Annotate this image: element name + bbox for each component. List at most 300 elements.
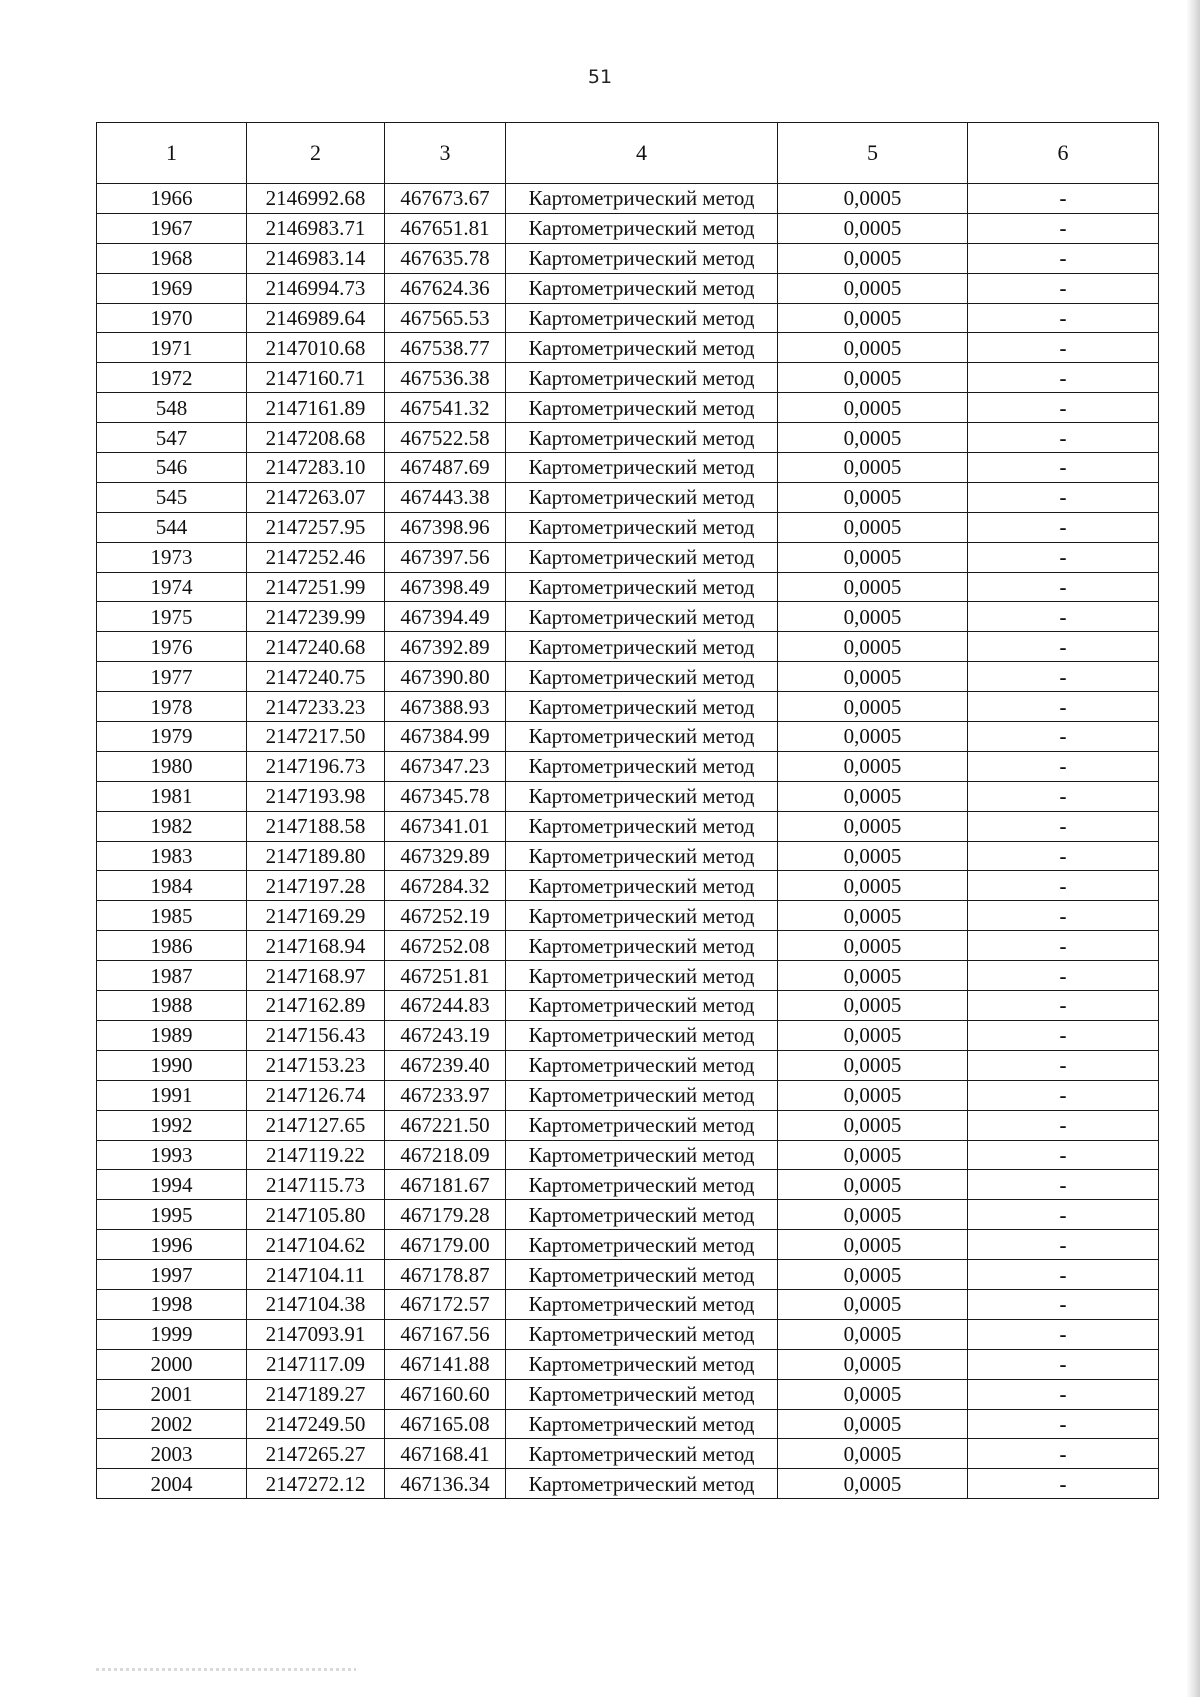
point-number-cell: 1980 [97,751,247,781]
method-cell: Картометрический метод [506,333,778,363]
x-coordinate-cell: 2147188.58 [247,811,385,841]
note-cell: - [968,931,1159,961]
table-row [97,751,1159,781]
accuracy-cell: 0,0005 [778,871,968,901]
note-cell: - [968,1140,1159,1170]
note-cell: - [968,184,1159,214]
point-number-cell: 1988 [97,991,247,1021]
note-cell: - [968,363,1159,393]
note-cell: - [968,1409,1159,1439]
accuracy-cell: 0,0005 [778,1409,968,1439]
y-coordinate-cell: 467624.36 [385,273,506,303]
table-row [97,243,1159,273]
table-row [97,662,1159,692]
method-cell: Картометрический метод [506,273,778,303]
table-row [97,781,1159,811]
accuracy-cell: 0,0005 [778,602,968,632]
point-number-cell: 1982 [97,811,247,841]
accuracy-cell: 0,0005 [778,1379,968,1409]
y-coordinate-cell: 467487.69 [385,453,506,483]
note-cell: - [968,1319,1159,1349]
method-cell: Картометрический метод [506,931,778,961]
method-cell: Картометрический метод [506,991,778,1021]
point-number-cell: 1972 [97,363,247,393]
x-coordinate-cell: 2147189.27 [247,1379,385,1409]
accuracy-cell: 0,0005 [778,811,968,841]
header-cell-2: 2 [247,123,385,184]
method-cell: Картометрический метод [506,841,778,871]
y-coordinate-cell: 467141.88 [385,1349,506,1379]
y-coordinate-cell: 467394.49 [385,602,506,632]
point-number-cell: 1973 [97,542,247,572]
y-coordinate-cell: 467443.38 [385,482,506,512]
table-row [97,1469,1159,1499]
accuracy-cell: 0,0005 [778,961,968,991]
y-coordinate-cell: 467221.50 [385,1110,506,1140]
table-row [97,453,1159,483]
table-row [97,811,1159,841]
accuracy-cell: 0,0005 [778,243,968,273]
y-coordinate-cell: 467398.96 [385,512,506,542]
x-coordinate-cell: 2146983.14 [247,243,385,273]
method-cell: Картометрический метод [506,243,778,273]
note-cell: - [968,1110,1159,1140]
header-cell-1: 1 [97,123,247,184]
note-cell: - [968,273,1159,303]
x-coordinate-cell: 2146983.71 [247,213,385,243]
y-coordinate-cell: 467345.78 [385,781,506,811]
note-cell: - [968,722,1159,752]
method-cell: Картометрический метод [506,602,778,632]
table-row [97,482,1159,512]
x-coordinate-cell: 2147093.91 [247,1319,385,1349]
table-row [97,1080,1159,1110]
table-row [97,393,1159,423]
point-number-cell: 2000 [97,1349,247,1379]
point-number-cell: 1994 [97,1170,247,1200]
header-cell-5: 5 [778,123,968,184]
table-row [97,303,1159,333]
note-cell: - [968,1469,1159,1499]
method-cell: Картометрический метод [506,692,778,722]
method-cell: Картометрический метод [506,1439,778,1469]
point-number-cell: 1998 [97,1289,247,1319]
point-number-cell: 1977 [97,662,247,692]
point-number-cell: 1996 [97,1230,247,1260]
x-coordinate-cell: 2147117.09 [247,1349,385,1379]
point-number-cell: 1968 [97,243,247,273]
x-coordinate-cell: 2147265.27 [247,1439,385,1469]
method-cell: Картометрический метод [506,213,778,243]
y-coordinate-cell: 467651.81 [385,213,506,243]
table-row [97,542,1159,572]
table-row [97,1140,1159,1170]
accuracy-cell: 0,0005 [778,1140,968,1170]
y-coordinate-cell: 467673.67 [385,184,506,214]
note-cell: - [968,542,1159,572]
point-number-cell: 2002 [97,1409,247,1439]
accuracy-cell: 0,0005 [778,184,968,214]
accuracy-cell: 0,0005 [778,751,968,781]
y-coordinate-cell: 467347.23 [385,751,506,781]
method-cell: Картометрический метод [506,1200,778,1230]
x-coordinate-cell: 2147119.22 [247,1140,385,1170]
accuracy-cell: 0,0005 [778,423,968,453]
method-cell: Картометрический метод [506,1080,778,1110]
x-coordinate-cell: 2147249.50 [247,1409,385,1439]
note-cell: - [968,1379,1159,1409]
point-number-cell: 1993 [97,1140,247,1170]
x-coordinate-cell: 2147240.68 [247,632,385,662]
y-coordinate-cell: 467251.81 [385,961,506,991]
table-row [97,841,1159,871]
y-coordinate-cell: 467168.41 [385,1439,506,1469]
accuracy-cell: 0,0005 [778,453,968,483]
point-number-cell: 2001 [97,1379,247,1409]
y-coordinate-cell: 467397.56 [385,542,506,572]
accuracy-cell: 0,0005 [778,722,968,752]
point-number-cell: 1995 [97,1200,247,1230]
x-coordinate-cell: 2147239.99 [247,602,385,632]
accuracy-cell: 0,0005 [778,1200,968,1230]
y-coordinate-cell: 467536.38 [385,363,506,393]
x-coordinate-cell: 2147196.73 [247,751,385,781]
method-cell: Картометрический метод [506,1110,778,1140]
table-row [97,961,1159,991]
y-coordinate-cell: 467179.00 [385,1230,506,1260]
note-cell: - [968,602,1159,632]
note-cell: - [968,692,1159,722]
accuracy-cell: 0,0005 [778,1349,968,1379]
y-coordinate-cell: 467392.89 [385,632,506,662]
x-coordinate-cell: 2147168.94 [247,931,385,961]
x-coordinate-cell: 2147168.97 [247,961,385,991]
point-number-cell: 1986 [97,931,247,961]
method-cell: Картометрический метод [506,1349,778,1379]
y-coordinate-cell: 467398.49 [385,572,506,602]
y-coordinate-cell: 467172.57 [385,1289,506,1319]
y-coordinate-cell: 467538.77 [385,333,506,363]
coordinates-table [96,122,1159,1499]
method-cell: Картометрический метод [506,1409,778,1439]
accuracy-cell: 0,0005 [778,273,968,303]
point-number-cell: 1981 [97,781,247,811]
note-cell: - [968,512,1159,542]
point-number-cell: 1985 [97,901,247,931]
accuracy-cell: 0,0005 [778,1289,968,1319]
method-cell: Картометрический метод [506,751,778,781]
table-row [97,931,1159,961]
note-cell: - [968,1230,1159,1260]
x-coordinate-cell: 2147169.29 [247,901,385,931]
y-coordinate-cell: 467388.93 [385,692,506,722]
table-row [97,602,1159,632]
accuracy-cell: 0,0005 [778,1439,968,1469]
note-cell: - [968,1170,1159,1200]
method-cell: Картометрический метод [506,184,778,214]
note-cell: - [968,1050,1159,1080]
y-coordinate-cell: 467233.97 [385,1080,506,1110]
method-cell: Картометрический метод [506,781,778,811]
y-coordinate-cell: 467341.01 [385,811,506,841]
scan-edge-shadow [1186,0,1200,1697]
point-number-cell: 1966 [97,184,247,214]
x-coordinate-cell: 2147160.71 [247,363,385,393]
table-row [97,1439,1159,1469]
note-cell: - [968,841,1159,871]
table-row [97,1289,1159,1319]
point-number-cell: 1967 [97,213,247,243]
method-cell: Картометрический метод [506,1469,778,1499]
x-coordinate-cell: 2146989.64 [247,303,385,333]
note-cell: - [968,213,1159,243]
point-number-cell: 544 [97,512,247,542]
point-number-cell: 1976 [97,632,247,662]
accuracy-cell: 0,0005 [778,692,968,722]
method-cell: Картометрический метод [506,423,778,453]
header-cell-6: 6 [968,123,1159,184]
x-coordinate-cell: 2147161.89 [247,393,385,423]
table-body [97,184,1159,1499]
table-row [97,333,1159,363]
method-cell: Картометрический метод [506,632,778,662]
y-coordinate-cell: 467635.78 [385,243,506,273]
note-cell: - [968,632,1159,662]
note-cell: - [968,1200,1159,1230]
method-cell: Картометрический метод [506,901,778,931]
method-cell: Картометрический метод [506,1289,778,1319]
table-row [97,273,1159,303]
method-cell: Картометрический метод [506,961,778,991]
x-coordinate-cell: 2147240.75 [247,662,385,692]
y-coordinate-cell: 467239.40 [385,1050,506,1080]
scan-footer-noise [96,1668,356,1671]
accuracy-cell: 0,0005 [778,1170,968,1200]
point-number-cell: 1971 [97,333,247,363]
y-coordinate-cell: 467390.80 [385,662,506,692]
x-coordinate-cell: 2147156.43 [247,1020,385,1050]
accuracy-cell: 0,0005 [778,991,968,1021]
accuracy-cell: 0,0005 [778,1230,968,1260]
y-coordinate-cell: 467178.87 [385,1260,506,1290]
accuracy-cell: 0,0005 [778,841,968,871]
method-cell: Картометрический метод [506,722,778,752]
point-number-cell: 1974 [97,572,247,602]
table-row [97,1260,1159,1290]
accuracy-cell: 0,0005 [778,1080,968,1110]
point-number-cell: 547 [97,423,247,453]
method-cell: Картометрический метод [506,363,778,393]
table-row [97,1050,1159,1080]
note-cell: - [968,333,1159,363]
note-cell: - [968,901,1159,931]
method-cell: Картометрический метод [506,1319,778,1349]
y-coordinate-cell: 467384.99 [385,722,506,752]
y-coordinate-cell: 467541.32 [385,393,506,423]
method-cell: Картометрический метод [506,393,778,423]
table-row [97,692,1159,722]
note-cell: - [968,811,1159,841]
point-number-cell: 1975 [97,602,247,632]
y-coordinate-cell: 467181.67 [385,1170,506,1200]
point-number-cell: 1984 [97,871,247,901]
method-cell: Картометрический метод [506,512,778,542]
note-cell: - [968,243,1159,273]
table-row [97,1409,1159,1439]
y-coordinate-cell: 467243.19 [385,1020,506,1050]
note-cell: - [968,423,1159,453]
table-header-row [97,123,1159,184]
table-row [97,423,1159,453]
accuracy-cell: 0,0005 [778,303,968,333]
table-row [97,512,1159,542]
method-cell: Картометрический метод [506,453,778,483]
y-coordinate-cell: 467252.08 [385,931,506,961]
table-row [97,1170,1159,1200]
y-coordinate-cell: 467252.19 [385,901,506,931]
point-number-cell: 2003 [97,1439,247,1469]
x-coordinate-cell: 2147208.68 [247,423,385,453]
table-row [97,184,1159,214]
x-coordinate-cell: 2146994.73 [247,273,385,303]
y-coordinate-cell: 467179.28 [385,1200,506,1230]
note-cell: - [968,871,1159,901]
header-cell-4: 4 [506,123,778,184]
note-cell: - [968,453,1159,483]
note-cell: - [968,1080,1159,1110]
accuracy-cell: 0,0005 [778,393,968,423]
accuracy-cell: 0,0005 [778,1319,968,1349]
note-cell: - [968,751,1159,781]
point-number-cell: 1979 [97,722,247,752]
method-cell: Картометрический метод [506,572,778,602]
point-number-cell: 2004 [97,1469,247,1499]
x-coordinate-cell: 2147162.89 [247,991,385,1021]
note-cell: - [968,1260,1159,1290]
x-coordinate-cell: 2147104.11 [247,1260,385,1290]
table-row [97,991,1159,1021]
y-coordinate-cell: 467329.89 [385,841,506,871]
point-number-cell: 548 [97,393,247,423]
note-cell: - [968,662,1159,692]
accuracy-cell: 0,0005 [778,1020,968,1050]
y-coordinate-cell: 467218.09 [385,1140,506,1170]
method-cell: Картометрический метод [506,482,778,512]
accuracy-cell: 0,0005 [778,213,968,243]
y-coordinate-cell: 467160.60 [385,1379,506,1409]
note-cell: - [968,1289,1159,1319]
table-row [97,1319,1159,1349]
point-number-cell: 1978 [97,692,247,722]
point-number-cell: 1992 [97,1110,247,1140]
accuracy-cell: 0,0005 [778,1050,968,1080]
note-cell: - [968,303,1159,333]
point-number-cell: 1997 [97,1260,247,1290]
point-number-cell: 545 [97,482,247,512]
table-row [97,1200,1159,1230]
point-number-cell: 1969 [97,273,247,303]
accuracy-cell: 0,0005 [778,333,968,363]
accuracy-cell: 0,0005 [778,1469,968,1499]
x-coordinate-cell: 2146992.68 [247,184,385,214]
table-row [97,572,1159,602]
note-cell: - [968,572,1159,602]
accuracy-cell: 0,0005 [778,632,968,662]
x-coordinate-cell: 2147272.12 [247,1469,385,1499]
point-number-cell: 1987 [97,961,247,991]
table-row [97,632,1159,662]
y-coordinate-cell: 467284.32 [385,871,506,901]
y-coordinate-cell: 467167.56 [385,1319,506,1349]
x-coordinate-cell: 2147252.46 [247,542,385,572]
y-coordinate-cell: 467522.58 [385,423,506,453]
accuracy-cell: 0,0005 [778,1110,968,1140]
table-row [97,1349,1159,1379]
accuracy-cell: 0,0005 [778,662,968,692]
y-coordinate-cell: 467165.08 [385,1409,506,1439]
y-coordinate-cell: 467244.83 [385,991,506,1021]
method-cell: Картометрический метод [506,1379,778,1409]
header-cell-3: 3 [385,123,506,184]
accuracy-cell: 0,0005 [778,1260,968,1290]
method-cell: Картометрический метод [506,811,778,841]
x-coordinate-cell: 2147197.28 [247,871,385,901]
accuracy-cell: 0,0005 [778,542,968,572]
accuracy-cell: 0,0005 [778,572,968,602]
note-cell: - [968,393,1159,423]
page-number: 51 [587,66,613,88]
point-number-cell: 1999 [97,1319,247,1349]
note-cell: - [968,1349,1159,1379]
x-coordinate-cell: 2147257.95 [247,512,385,542]
x-coordinate-cell: 2147283.10 [247,453,385,483]
point-number-cell: 1983 [97,841,247,871]
point-number-cell: 1991 [97,1080,247,1110]
accuracy-cell: 0,0005 [778,931,968,961]
accuracy-cell: 0,0005 [778,901,968,931]
x-coordinate-cell: 2147233.23 [247,692,385,722]
table-row [97,1379,1159,1409]
point-number-cell: 546 [97,453,247,483]
table-row [97,722,1159,752]
method-cell: Картометрический метод [506,1050,778,1080]
note-cell: - [968,961,1159,991]
note-cell: - [968,781,1159,811]
point-number-cell: 1970 [97,303,247,333]
note-cell: - [968,991,1159,1021]
table-row [97,363,1159,393]
x-coordinate-cell: 2147104.38 [247,1289,385,1319]
x-coordinate-cell: 2147115.73 [247,1170,385,1200]
table-row [97,213,1159,243]
x-coordinate-cell: 2147251.99 [247,572,385,602]
method-cell: Картометрический метод [506,662,778,692]
method-cell: Картометрический метод [506,1140,778,1170]
accuracy-cell: 0,0005 [778,363,968,393]
x-coordinate-cell: 2147189.80 [247,841,385,871]
x-coordinate-cell: 2147193.98 [247,781,385,811]
accuracy-cell: 0,0005 [778,781,968,811]
point-number-cell: 1990 [97,1050,247,1080]
x-coordinate-cell: 2147217.50 [247,722,385,752]
method-cell: Картометрический метод [506,1170,778,1200]
table-row [97,1110,1159,1140]
x-coordinate-cell: 2147105.80 [247,1200,385,1230]
x-coordinate-cell: 2147010.68 [247,333,385,363]
accuracy-cell: 0,0005 [778,482,968,512]
method-cell: Картометрический метод [506,1020,778,1050]
y-coordinate-cell: 467565.53 [385,303,506,333]
